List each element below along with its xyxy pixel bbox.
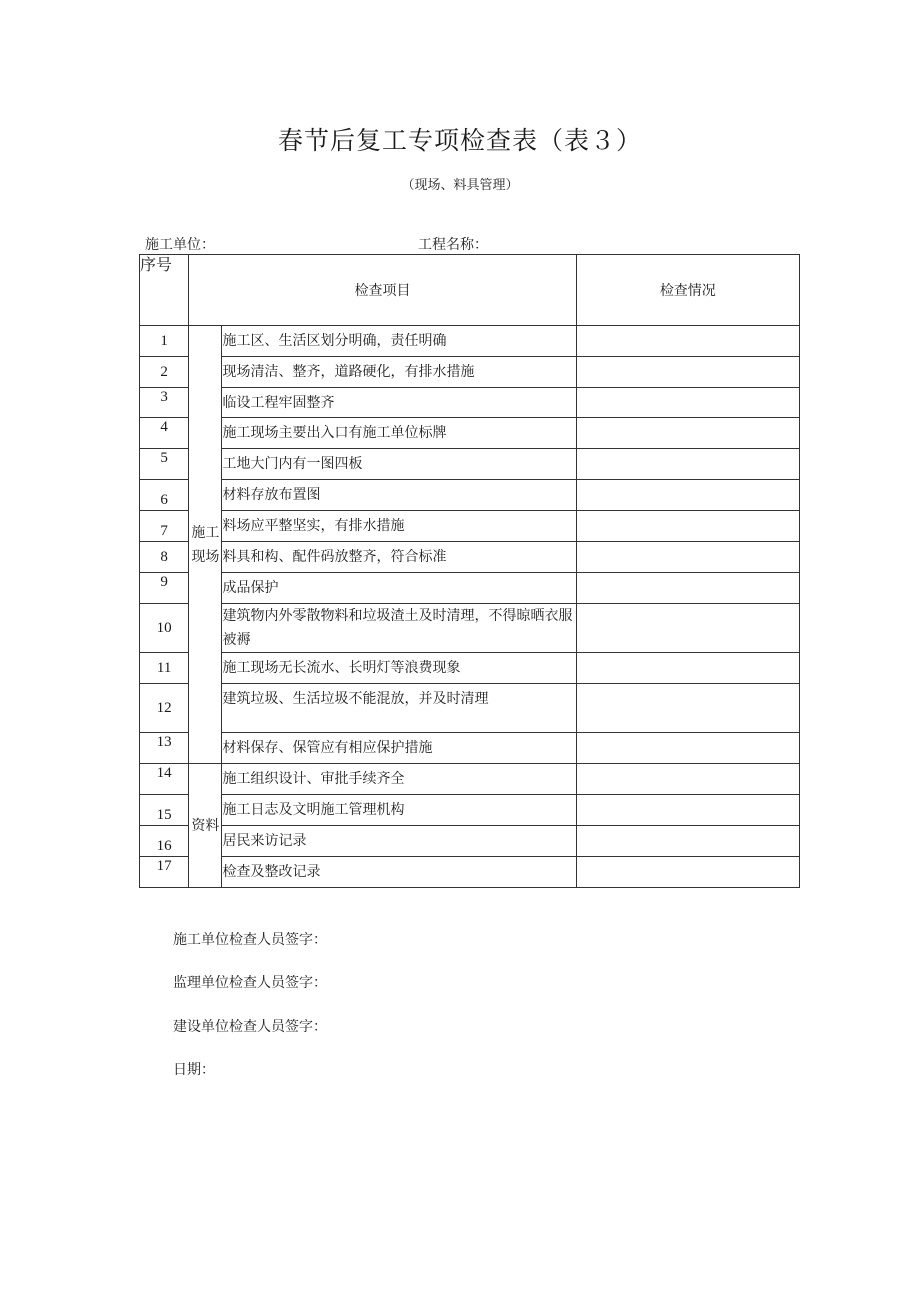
table-row: [140, 795, 800, 826]
table-row: [140, 388, 800, 418]
row-number: 17: [140, 857, 189, 888]
row-number: 14: [140, 764, 189, 795]
row-number: 16: [140, 826, 189, 857]
row-number: 6: [140, 480, 189, 511]
row-item: 工地大门内有一图四板: [222, 449, 576, 480]
table-row: [140, 733, 800, 764]
table-row: [140, 764, 800, 795]
row-number: 12: [140, 684, 189, 733]
row-item: 建筑物内外零散物料和垃圾渣土及时清理，不得晾晒衣服被褥: [222, 604, 576, 653]
row-status-cell[interactable]: [576, 795, 799, 826]
table-row: [140, 542, 800, 573]
row-status-cell[interactable]: [576, 764, 799, 795]
row-item: 料场应平整坚实，有排水措施: [222, 511, 576, 542]
row-status-cell[interactable]: [576, 684, 799, 733]
row-status-cell[interactable]: [576, 857, 799, 888]
row-status-cell[interactable]: [576, 542, 799, 573]
row-item: 现场清洁、整齐，道路硬化，有排水措施: [222, 357, 576, 388]
row-status-cell[interactable]: [576, 653, 799, 684]
category-label: 资料: [191, 817, 220, 834]
row-item: 施工组织设计、审批手续齐全: [222, 764, 576, 795]
row-status-cell[interactable]: [576, 511, 799, 542]
row-item: 材料保存、保管应有相应保护措施: [222, 733, 576, 764]
row-number: 8: [140, 542, 189, 573]
row-number: 13: [140, 733, 189, 764]
row-status-cell[interactable]: [576, 733, 799, 764]
project-name-label: 工程名称：: [418, 237, 488, 253]
table-header-row: [140, 255, 800, 326]
row-item: 临设工程牢固整齐: [222, 388, 576, 418]
row-number: 15: [140, 795, 189, 826]
row-status-cell[interactable]: [576, 357, 799, 388]
row-item: 检查及整改记录: [222, 857, 576, 888]
row-number: 4: [140, 418, 189, 449]
header-check-status: 检查情况: [576, 255, 799, 326]
row-status-cell[interactable]: [576, 480, 799, 511]
page-title: 春节后复工专项检查表（表３）: [277, 126, 642, 155]
row-item: 施工日志及文明施工管理机构: [222, 795, 576, 826]
page-subtitle: （现场、料具管理）: [401, 178, 519, 193]
contractor-signature-label: 施工单位检查人员签字：: [173, 932, 327, 948]
header-serial-number: 序号: [140, 255, 189, 326]
table-row: [140, 653, 800, 684]
row-item: 材料存放布置图: [222, 480, 576, 511]
table-row: [140, 480, 800, 511]
row-number: 1: [140, 326, 189, 357]
row-status-cell[interactable]: [576, 449, 799, 480]
category-docs: [189, 764, 222, 888]
table-row: [140, 418, 800, 449]
row-number: 3: [140, 388, 189, 418]
category-label: 施工现场: [191, 524, 220, 565]
row-status-cell[interactable]: [576, 388, 799, 418]
date-label: 日期：: [173, 1062, 215, 1078]
header-check-item: 检查项目: [189, 255, 576, 326]
table-row: [140, 826, 800, 857]
row-item: 施工现场主要出入口有施工单位标牌: [222, 418, 576, 449]
row-item: 建筑垃圾、生活垃圾不能混放，并及时清理: [222, 684, 576, 733]
inspection-table: [139, 254, 800, 888]
table-row: [140, 573, 800, 604]
row-status-cell[interactable]: [576, 418, 799, 449]
construction-unit-label: 施工单位：: [145, 237, 215, 253]
supervisor-signature-label: 监理单位检查人员签字：: [173, 975, 327, 991]
row-status-cell[interactable]: [576, 326, 799, 357]
row-number: 5: [140, 449, 189, 480]
table-row: [140, 604, 800, 653]
row-item: 料具和构、配件码放整齐，符合标准: [222, 542, 576, 573]
category-site: [189, 326, 222, 764]
row-number: 7: [140, 511, 189, 542]
row-status-cell[interactable]: [576, 573, 799, 604]
row-item: 居民来访记录: [222, 826, 576, 857]
row-item: 成品保护: [222, 573, 576, 604]
table-row: [140, 684, 800, 733]
owner-signature-label: 建设单位检查人员签字：: [173, 1019, 327, 1035]
table-row: [140, 857, 800, 888]
row-item: 施工区、生活区划分明确，责任明确: [222, 326, 576, 357]
table-row: [140, 511, 800, 542]
row-number: 10: [140, 604, 189, 653]
table-row: [140, 357, 800, 388]
row-status-cell[interactable]: [576, 604, 799, 653]
table-row: [140, 326, 800, 357]
table-row: [140, 449, 800, 480]
row-item: 施工现场无长流水、长明灯等浪费现象: [222, 653, 576, 684]
row-number: 9: [140, 573, 189, 604]
row-number: 2: [140, 357, 189, 388]
row-number: 11: [140, 653, 189, 684]
row-status-cell[interactable]: [576, 826, 799, 857]
